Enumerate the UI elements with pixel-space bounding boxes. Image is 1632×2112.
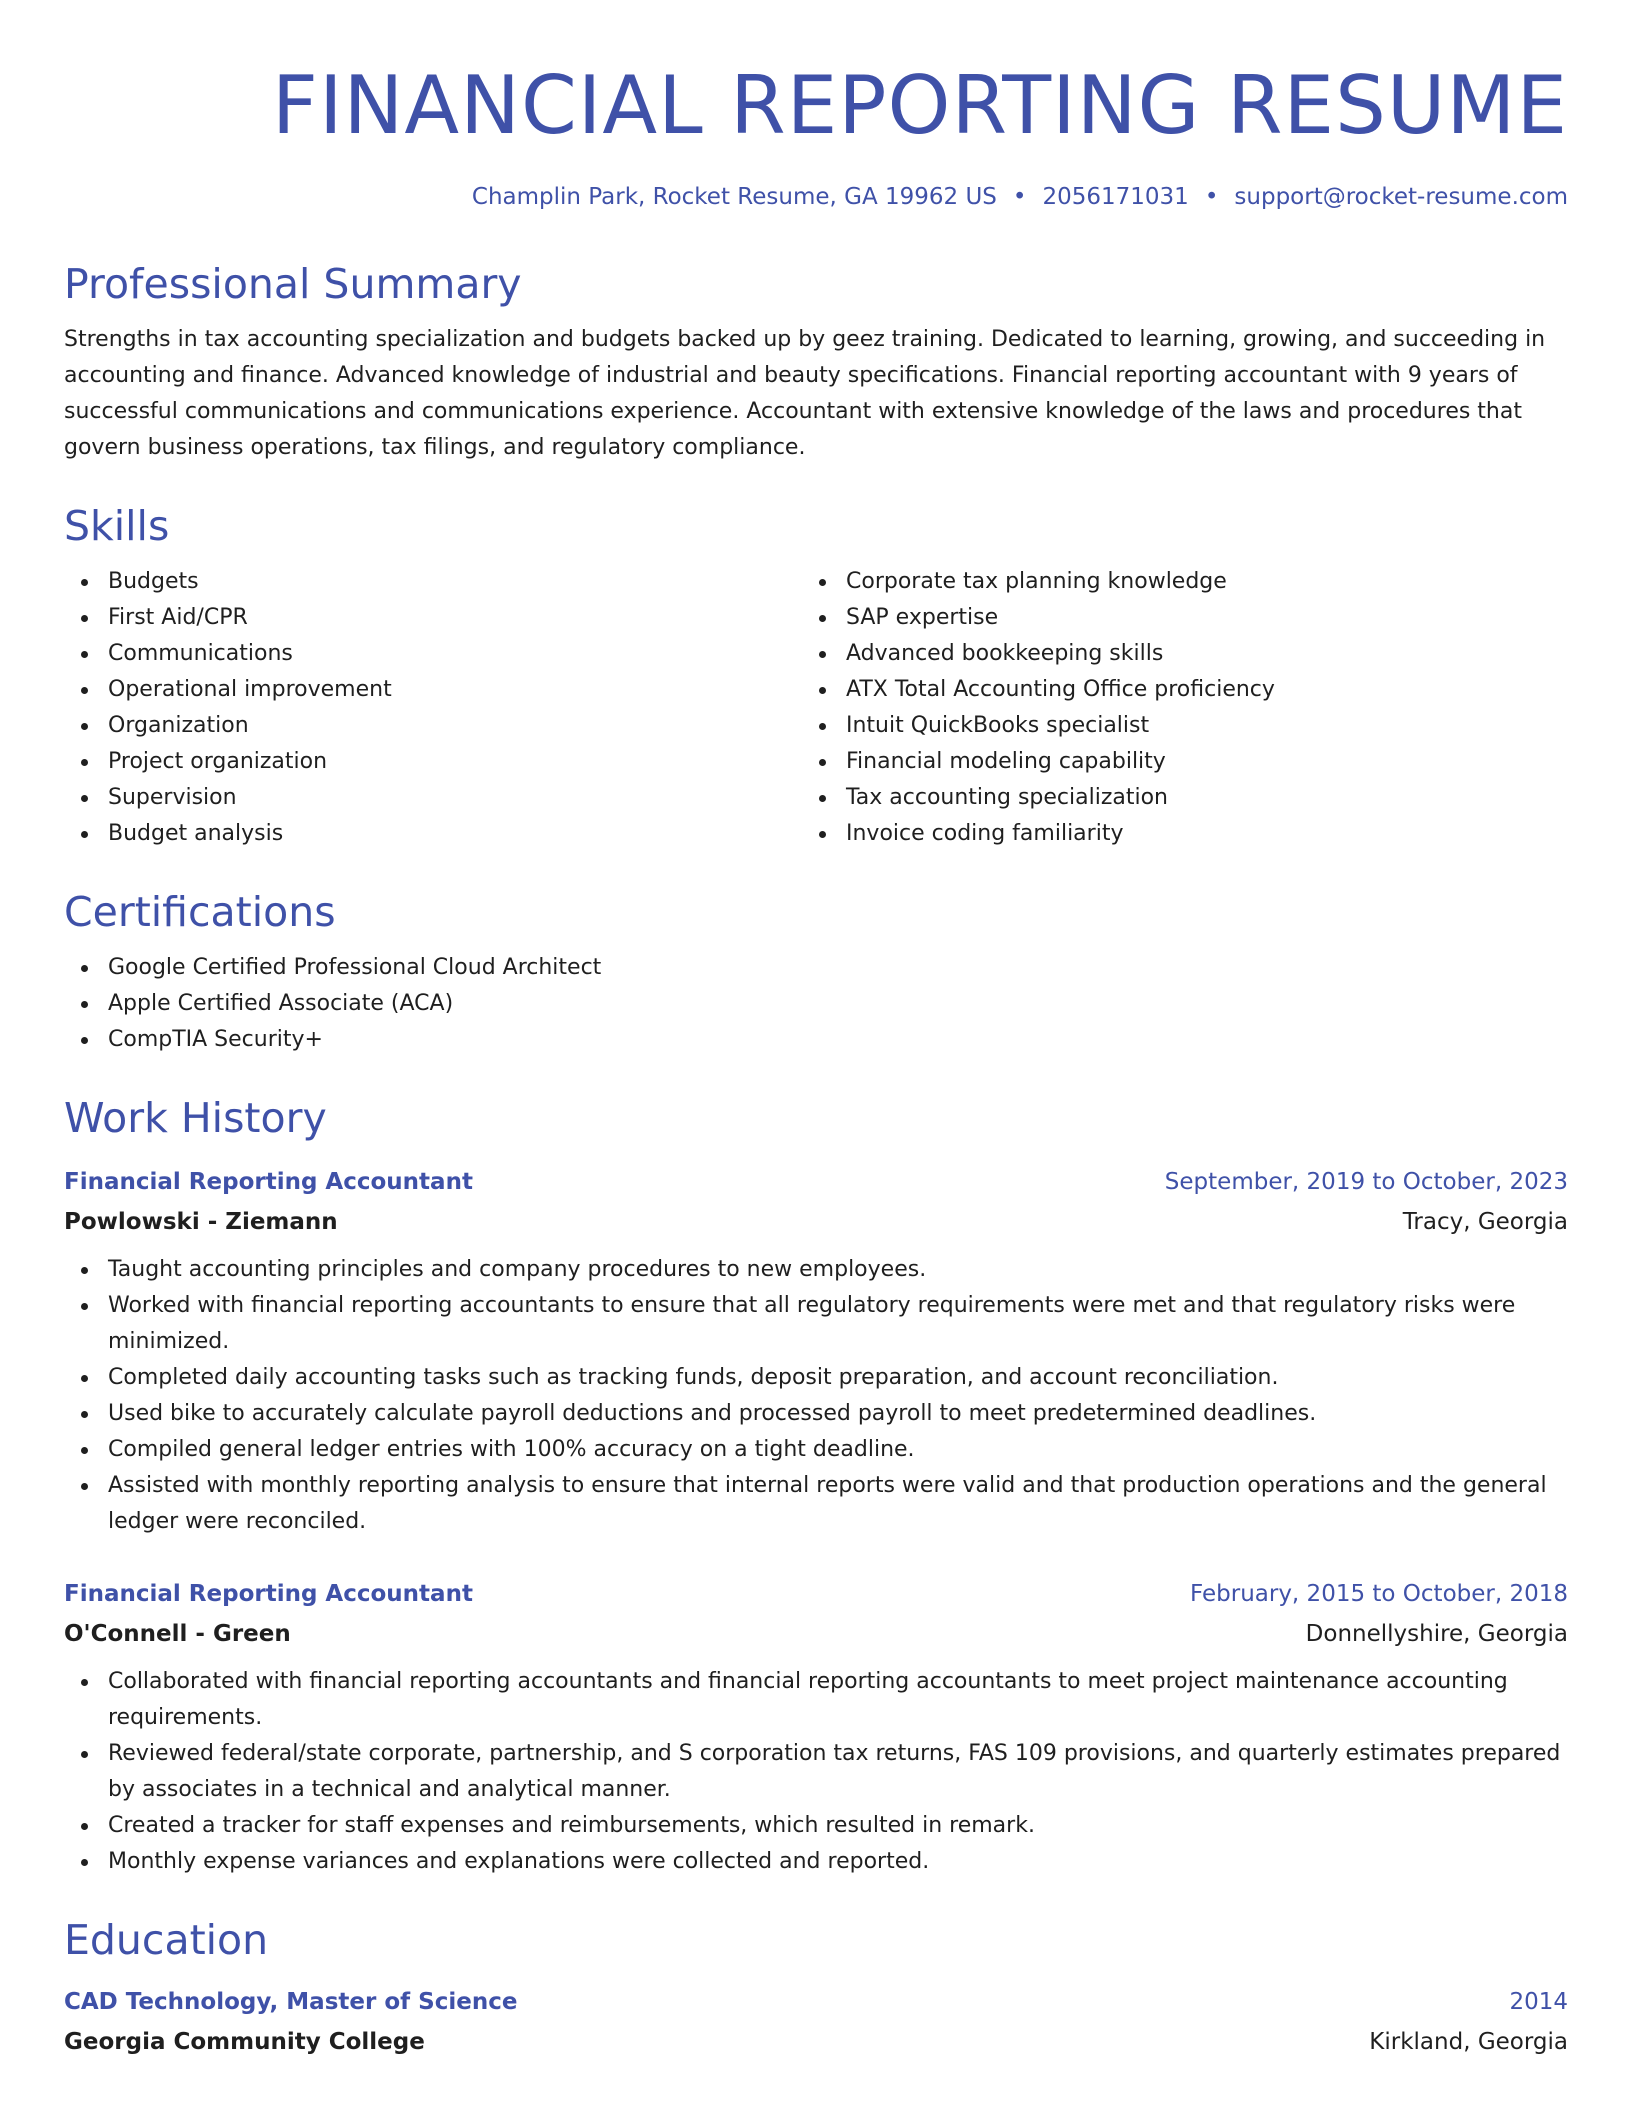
certifications-list bbox=[64, 950, 1568, 1058]
education-degree: CAD Technology, Master of Science bbox=[64, 1989, 518, 2015]
summary-heading: Professional Summary bbox=[64, 260, 522, 308]
skill-item: Project organization bbox=[64, 744, 802, 780]
skill-item: Organization bbox=[64, 708, 802, 744]
job-duty: Completed daily accounting tasks such as tracking funds, deposit preparation, and account reconciliation. bbox=[64, 1360, 1568, 1396]
job-duty: Taught accounting principles and company procedures to new employees. bbox=[64, 1252, 1568, 1288]
page-title: FINANCIAL REPORTING RESUME bbox=[271, 59, 1568, 152]
job-subheader bbox=[64, 1204, 1568, 1240]
job-dates: February, 2015 to October, 2018 bbox=[1190, 1581, 1568, 1607]
job-duties-list bbox=[64, 1664, 1568, 1880]
job-location: Donnellyshire, Georgia bbox=[1305, 1621, 1568, 1647]
job-title: Financial Reporting Accountant bbox=[64, 1581, 473, 1607]
skills-heading: Skills bbox=[64, 502, 170, 550]
education-location: Kirkland, Georgia bbox=[1369, 2029, 1568, 2055]
job-location: Tracy, Georgia bbox=[1402, 1209, 1568, 1235]
job-header bbox=[64, 1164, 1568, 1200]
skill-item: Budgets bbox=[64, 564, 802, 600]
summary-text: Strengths in tax accounting specialization and budgets backed up by geez training. Dedicated to learning, growing, and succeeding in accounting and finance. Advanced knowledge of industrial and beauty specifications. Financial reporting accountant with 9 years of successful communications and communications experience. Accountant with extensive knowledge of the laws and procedures that govern business operations, tax filings, and regulatory compliance. bbox=[64, 327, 1546, 460]
job-entry bbox=[64, 1576, 1568, 1880]
education-entry bbox=[64, 1984, 1568, 2060]
job-duty: Worked with financial reporting accountants to ensure that all regulatory requirements were met and that regulatory risks were minimized. bbox=[64, 1288, 1568, 1360]
job-header bbox=[64, 1576, 1568, 1612]
job-duty: Created a tracker for staff expenses and reimbursements, which resulted in remark. bbox=[64, 1808, 1568, 1844]
certification-item: CompTIA Security+ bbox=[64, 1022, 1568, 1058]
education-heading: Education bbox=[64, 1916, 269, 1964]
skills-grid bbox=[64, 564, 1568, 852]
job-subheader bbox=[64, 1616, 1568, 1652]
job-duty: Assisted with monthly reporting analysis to ensure that internal reports were valid and that production operations and the general ledger were reconciled. bbox=[64, 1468, 1568, 1540]
skills-column-left bbox=[64, 564, 802, 852]
contact-email: support@rocket-resume.com bbox=[1234, 184, 1568, 210]
skill-item: Budget analysis bbox=[64, 816, 802, 852]
job-title: Financial Reporting Accountant bbox=[64, 1169, 473, 1195]
contact-address: Champlin Park, Rocket Resume, GA 19962 US bbox=[471, 184, 997, 210]
job-entry bbox=[64, 1164, 1568, 1540]
certifications-section bbox=[64, 886, 1568, 1058]
job-company: Powlowski - Ziemann bbox=[64, 1209, 338, 1235]
skill-item: First Aid/CPR bbox=[64, 600, 802, 636]
job-dates: September, 2019 to October, 2023 bbox=[1164, 1169, 1568, 1195]
education-school: Georgia Community College bbox=[64, 2029, 425, 2055]
certifications-heading: Certifications bbox=[64, 888, 336, 936]
job-duty: Collaborated with financial reporting accountants and financial reporting accountants to meet project maintenance accounting requirements. bbox=[64, 1664, 1568, 1736]
skills-column-right bbox=[802, 564, 1275, 852]
education-subheader bbox=[64, 2024, 1568, 2060]
certification-item: Apple Certified Associate (ACA) bbox=[64, 986, 1568, 1022]
education-year: 2014 bbox=[1509, 1989, 1568, 2015]
contact-separator: • bbox=[1204, 184, 1219, 210]
education-header bbox=[64, 1984, 1568, 2020]
skill-item: Advanced bookkeeping skills bbox=[802, 636, 1275, 672]
education-section bbox=[64, 1914, 1568, 1966]
job-duty: Reviewed federal/state corporate, partnership, and S corporation tax returns, FAS 109 provisions, and quarterly estimates prepared by associates in a technical and analytical manner. bbox=[64, 1736, 1568, 1808]
skill-item: Invoice coding familiarity bbox=[802, 816, 1275, 852]
skill-item: Communications bbox=[64, 636, 802, 672]
skill-item: Operational improvement bbox=[64, 672, 802, 708]
work-history-section bbox=[64, 1092, 1568, 1144]
job-company: O'Connell - Green bbox=[64, 1621, 291, 1647]
summary-section bbox=[64, 258, 1568, 466]
skill-item: Intuit QuickBooks specialist bbox=[802, 708, 1275, 744]
contact-separator: • bbox=[1012, 184, 1027, 210]
job-duty: Used bike to accurately calculate payroll deductions and processed payroll to meet predetermined deadlines. bbox=[64, 1396, 1568, 1432]
skill-item: Tax accounting specialization bbox=[802, 780, 1275, 816]
job-duties-list bbox=[64, 1252, 1568, 1540]
skill-item: Supervision bbox=[64, 780, 802, 816]
skill-item: ATX Total Accounting Office proficiency bbox=[802, 672, 1275, 708]
work-history-heading: Work History bbox=[64, 1094, 327, 1142]
contact-phone: 2056171031 bbox=[1042, 184, 1189, 210]
certification-item: Google Certified Professional Cloud Architect bbox=[64, 950, 1568, 986]
skills-section bbox=[64, 500, 1568, 852]
job-duty: Compiled general ledger entries with 100% accuracy on a tight deadline. bbox=[64, 1432, 1568, 1468]
skill-item: Financial modeling capability bbox=[802, 744, 1275, 780]
skill-item: Corporate tax planning knowledge bbox=[802, 564, 1275, 600]
skill-item: SAP expertise bbox=[802, 600, 1275, 636]
contact-line bbox=[64, 182, 1568, 212]
job-duty: Monthly expense variances and explanations were collected and reported. bbox=[64, 1844, 1568, 1880]
